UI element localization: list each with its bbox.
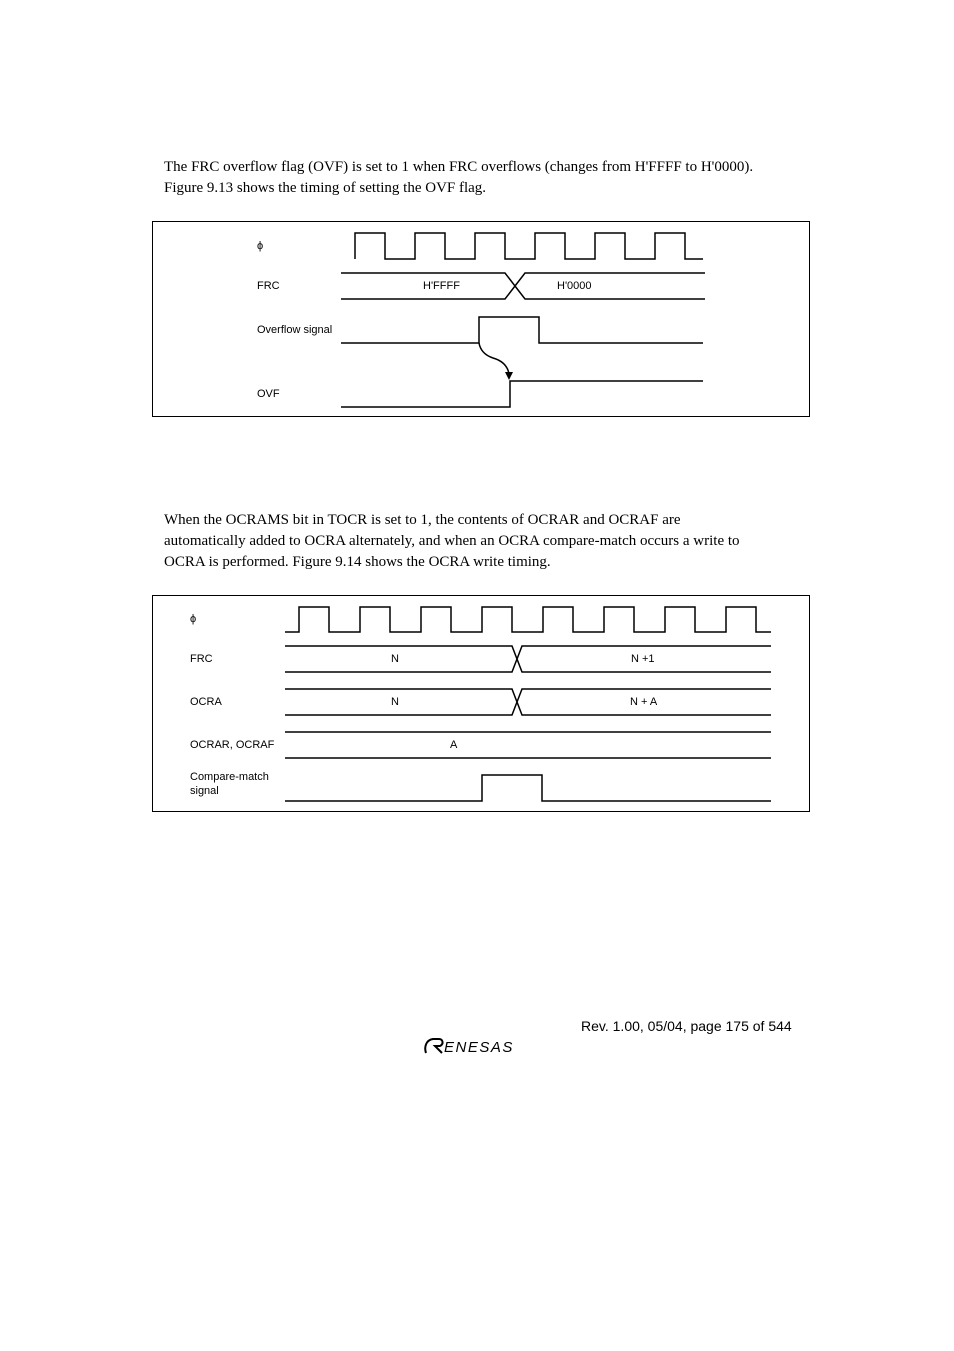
text-line: When the OCRAMS bit in TOCR is set to 1, the contents of OCRAR and OCRAF are bbox=[164, 512, 681, 528]
signal-label-phi: ϕ bbox=[257, 240, 264, 252]
signal-label-frc: FRC bbox=[257, 280, 280, 292]
signal-label-ovf: OVF bbox=[257, 388, 280, 400]
ocra-value-after: N + A bbox=[630, 696, 658, 708]
timing-diagram-ovf bbox=[153, 222, 811, 418]
frc-value-before: N bbox=[391, 653, 399, 665]
frc-value-after: N +1 bbox=[631, 653, 655, 665]
phi-clock-waveform bbox=[285, 607, 771, 632]
overflow-signal-waveform bbox=[341, 317, 703, 343]
text-line: OCRA is performed. Figure 9.14 shows the OCRA write timing. bbox=[164, 554, 551, 570]
label-line: Compare-match bbox=[190, 771, 269, 783]
frc-value-after: H'0000 bbox=[557, 280, 592, 292]
text-line: Figure 9.13 shows the timing of setting the OVF flag. bbox=[164, 180, 487, 196]
signal-label-overflow: Overflow signal bbox=[257, 324, 333, 336]
figure-ocra-write-timing bbox=[152, 595, 810, 812]
frc-bus-waveform bbox=[341, 273, 705, 299]
text-line: automatically added to OCRA alternately, and when an OCRA compare-match occurs a write to bbox=[164, 533, 740, 549]
label-line: signal bbox=[190, 785, 219, 797]
frc-bus-waveform bbox=[285, 646, 771, 672]
phi-clock-waveform bbox=[355, 233, 703, 259]
signal-label-phi: ϕ bbox=[190, 613, 197, 625]
ocrar-bus-waveform bbox=[285, 732, 771, 758]
cause-arrow bbox=[479, 343, 509, 374]
signal-label-ocrar-ocraf: OCRAR, OCRAF bbox=[190, 739, 275, 751]
text-line: The FRC overflow flag (OVF) is set to 1 when FRC overflows (changes from H'FFFF to H'0000). bbox=[164, 159, 754, 175]
ovf-waveform bbox=[341, 381, 703, 407]
signal-label-ocra: OCRA bbox=[190, 696, 222, 708]
ocra-value-before: N bbox=[391, 696, 399, 708]
svg-text:ENESAS: ENESAS bbox=[444, 1039, 514, 1056]
page-footer-info: Rev. 1.00, 05/04, page 175 of 544 bbox=[581, 1018, 792, 1034]
arrow-head bbox=[505, 372, 513, 380]
frc-value-before: H'FFFF bbox=[423, 280, 460, 292]
ocrar-value: A bbox=[450, 739, 458, 751]
paragraph-ovf-description bbox=[164, 157, 753, 199]
paragraph-ocra-description bbox=[164, 510, 740, 573]
signal-label-frc: FRC bbox=[190, 653, 213, 665]
signal-label-compare-match bbox=[190, 770, 269, 798]
compare-match-waveform bbox=[285, 775, 771, 801]
renesas-logo bbox=[422, 1034, 542, 1056]
figure-ovf-timing bbox=[152, 221, 810, 417]
ocra-bus-waveform bbox=[285, 689, 771, 715]
